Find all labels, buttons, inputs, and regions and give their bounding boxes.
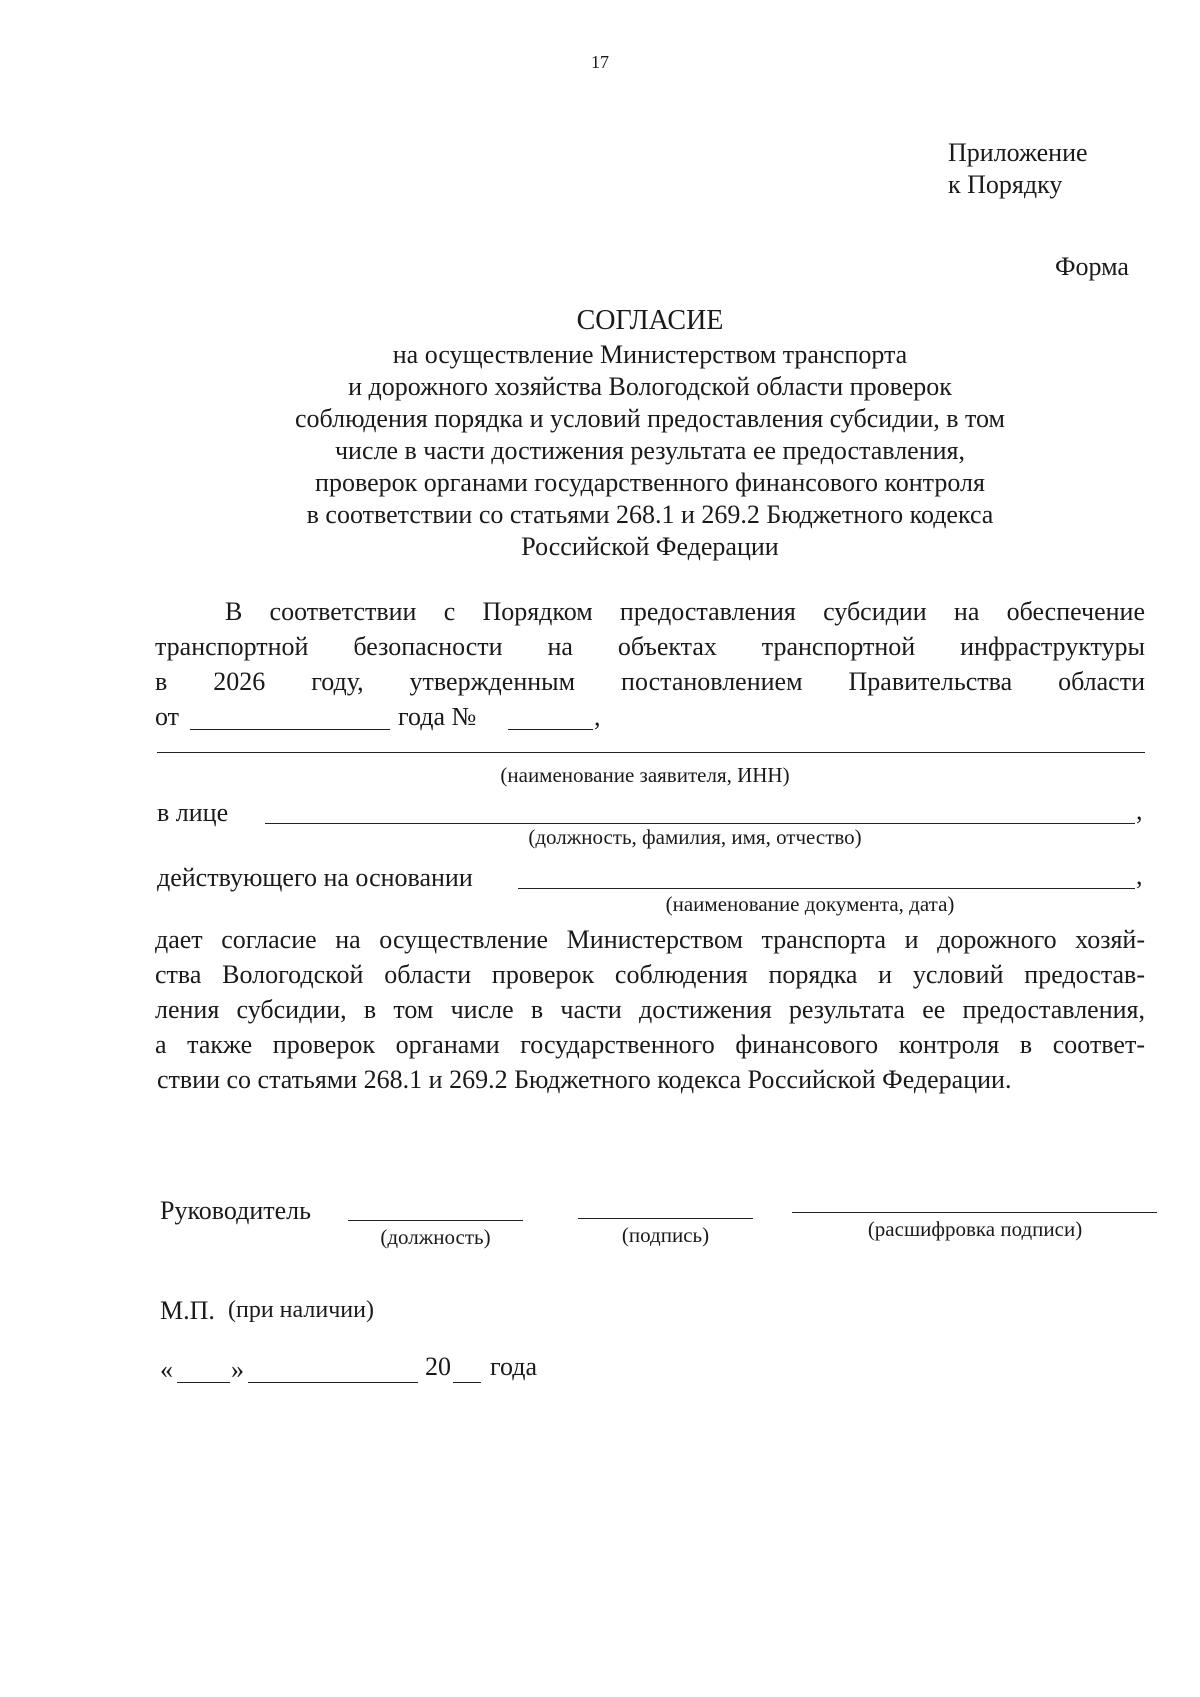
person-field[interactable] bbox=[265, 823, 1135, 824]
resolution-number-field[interactable] bbox=[508, 729, 593, 730]
applicant-name-field[interactable] bbox=[157, 752, 1145, 753]
title-line: Российской Федерации bbox=[521, 532, 779, 561]
date-year-suffix: года bbox=[490, 1352, 538, 1381]
title-line: в соответствии со статьями 268.1 и 269.2 Бюджетного кодекса bbox=[306, 500, 994, 529]
date-quote-open: « bbox=[160, 1355, 173, 1384]
intro-from-label: от bbox=[155, 702, 180, 731]
signature-caption: (подпись) bbox=[621, 1223, 710, 1247]
title-line: и дорожного хозяйства Вологодской области проверок bbox=[348, 372, 952, 401]
resolution-date-field[interactable] bbox=[190, 729, 390, 730]
basis-label: действующего на основании bbox=[157, 863, 473, 892]
form-label: Форма bbox=[1055, 252, 1129, 281]
signature-decoding-caption: (расшифровка подписи) bbox=[867, 1217, 1083, 1241]
intro-line: в 2026 году, утвержденным постановлением Правительства области bbox=[155, 667, 1145, 696]
intro-number-label: года № bbox=[398, 702, 477, 731]
intro-line: транспортной безопасности на объектах транспортной инфраструктуры bbox=[155, 632, 1145, 661]
person-label: в лице bbox=[157, 798, 229, 827]
applicant-caption: (наименование заявителя, ИНН) bbox=[500, 763, 790, 787]
comma: , bbox=[594, 702, 601, 731]
comma: , bbox=[1136, 796, 1143, 825]
consent-line: ствии со статьями 268.1 и 269.2 Бюджетного кодекса Российской Федерации. bbox=[157, 1065, 1012, 1094]
title-line: соблюдения порядка и условий предоставления субсидии, в том bbox=[295, 404, 1005, 433]
signature-label: Руководитель bbox=[160, 1196, 311, 1225]
comma: , bbox=[1136, 861, 1143, 890]
intro-line: В соответствии с Порядком предоставления субсидии на обеспечение bbox=[225, 597, 1145, 626]
consent-line: дает согласие на осуществление Министерством транспорта и дорожного хозяй- bbox=[155, 925, 1145, 954]
document-title: СОГЛАСИЕ bbox=[576, 305, 724, 336]
consent-line: а также проверок органами государственного финансового контроля в соответ- bbox=[155, 1030, 1145, 1059]
appendix-reference: к Порядку bbox=[948, 170, 1063, 199]
title-line: на осуществление Министерством транспорта bbox=[392, 340, 908, 369]
basis-field[interactable] bbox=[518, 888, 1135, 889]
date-quote-close: » bbox=[231, 1355, 244, 1384]
basis-caption: (наименование документа, дата) bbox=[665, 892, 955, 916]
title-line: проверок органами государственного финансового контроля bbox=[315, 468, 985, 497]
date-year-field[interactable] bbox=[453, 1382, 481, 1383]
page-number: 17 bbox=[591, 52, 609, 72]
date-month-field[interactable] bbox=[248, 1382, 418, 1383]
appendix-label: Приложение bbox=[948, 138, 1088, 167]
position-caption: (должность) bbox=[380, 1225, 491, 1249]
person-caption: (должность, фамилия, имя, отчество) bbox=[528, 825, 862, 849]
signature-decoding-field[interactable] bbox=[792, 1212, 1157, 1213]
stamp-note: (при наличии) bbox=[228, 1297, 374, 1323]
consent-line: ства Вологодской области проверок соблюдения порядка и условий предостав- bbox=[155, 960, 1145, 989]
position-field[interactable] bbox=[348, 1220, 523, 1221]
date-day-field[interactable] bbox=[177, 1382, 230, 1383]
stamp-label: М.П. bbox=[160, 1296, 215, 1325]
consent-line: ления субсидии, в том числе в части достижения результата ее предоставления, bbox=[155, 995, 1145, 1024]
title-line: числе в части достижения результата ее предоставления, bbox=[334, 436, 965, 465]
signature-field[interactable] bbox=[578, 1218, 753, 1219]
date-year-prefix: 20 bbox=[425, 1352, 451, 1381]
